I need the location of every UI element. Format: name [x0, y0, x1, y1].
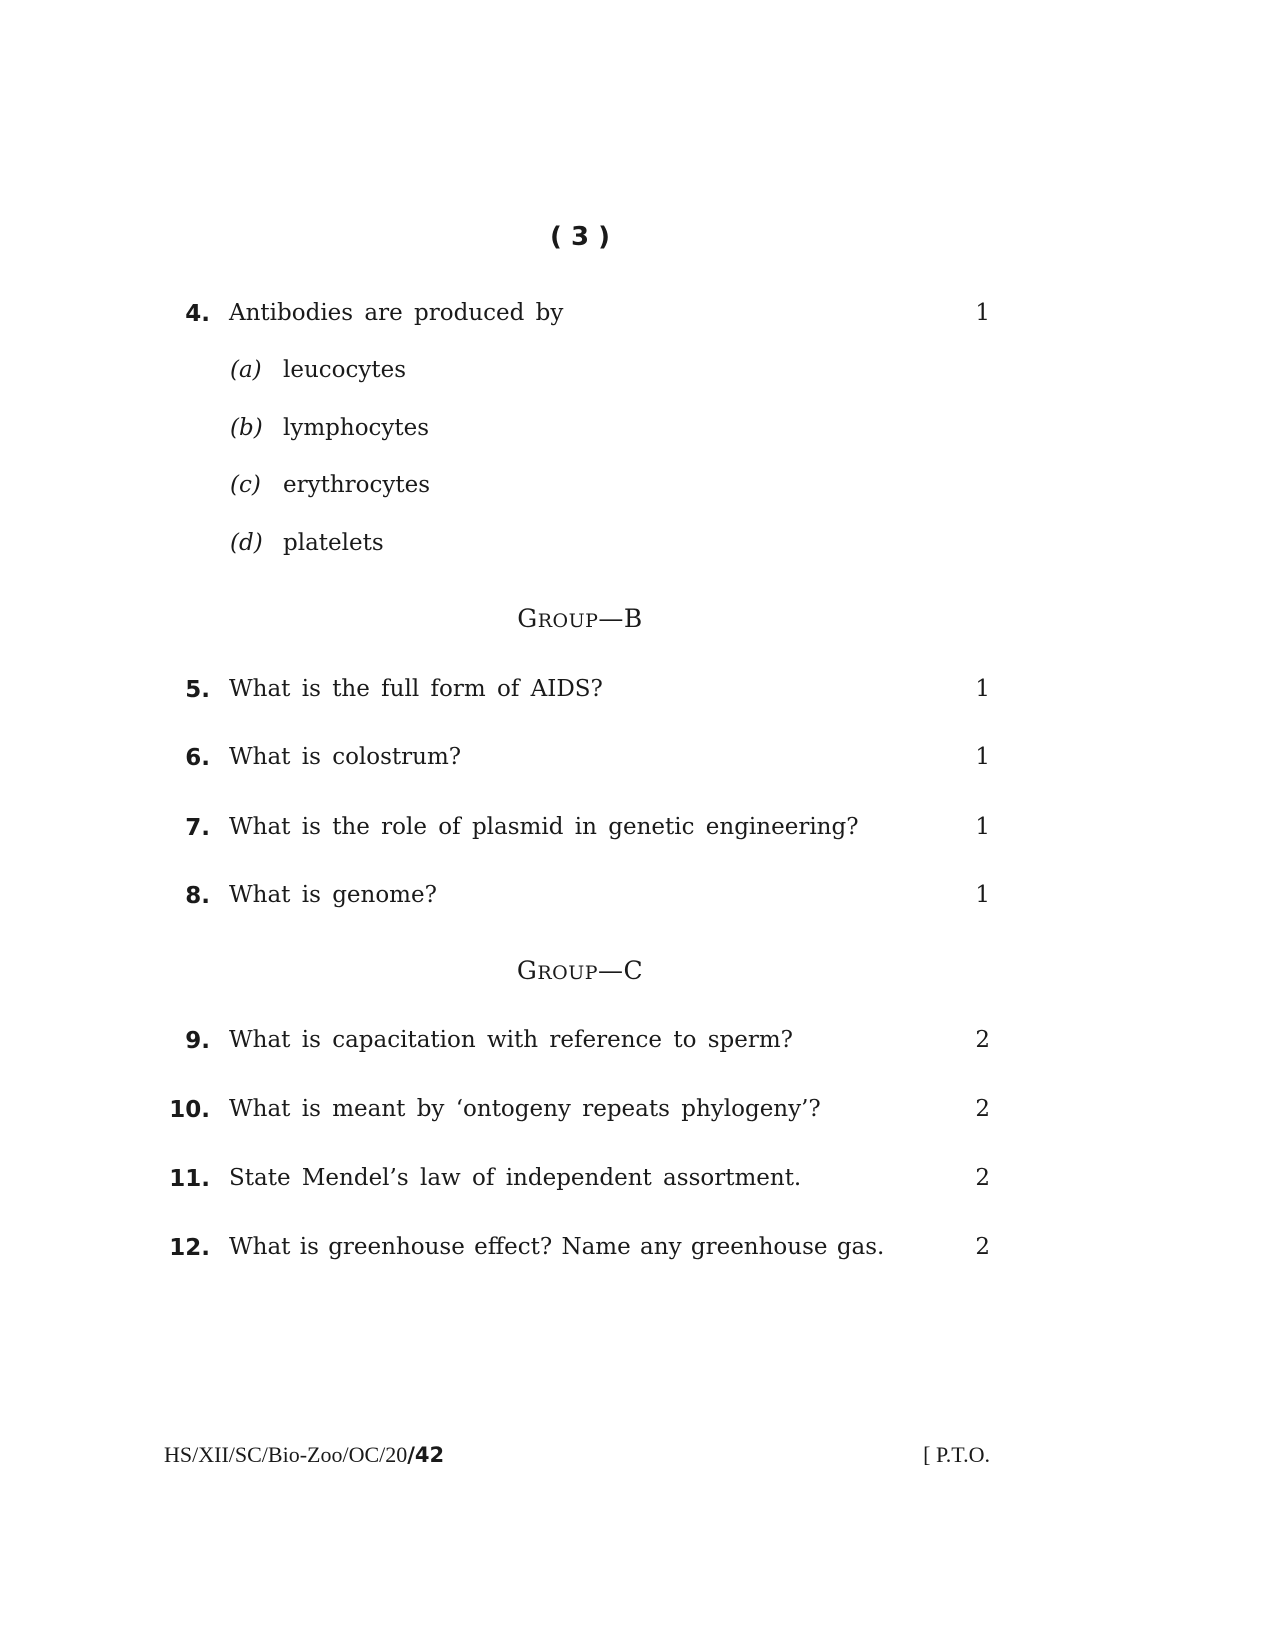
question-4: [160, 299, 990, 333]
question-number: 10.: [169, 1097, 210, 1123]
paper-code: HS/XII/SC/Bio-Zoo/OC/20/42: [164, 1442, 445, 1467]
pto-label: [ P.T.O.: [923, 1442, 990, 1467]
question-10: [160, 1095, 990, 1129]
group-c-heading: GROUP—C: [516, 956, 644, 985]
question-5: [160, 675, 990, 709]
question-8: [160, 881, 990, 915]
option-label: (c): [230, 472, 261, 498]
question-12: [160, 1233, 990, 1267]
option-label: (a): [230, 357, 262, 383]
question-text: What is genome?: [229, 882, 437, 908]
question-number: 4.: [185, 301, 210, 327]
question-number: 5.: [185, 677, 210, 703]
option-label: (d): [230, 530, 263, 556]
question-number: 12.: [169, 1235, 210, 1261]
group-b-heading: GROUP—B: [517, 604, 643, 633]
option-text: erythrocytes: [283, 472, 431, 498]
question-marks: 1: [975, 814, 990, 840]
question-marks: 2: [975, 1234, 990, 1260]
question-text: What is meant by ‘ontogeny repeats phylogeny’?: [229, 1096, 821, 1122]
question-text: What is the role of plasmid in genetic engineering?: [229, 814, 859, 840]
question-text: What is greenhouse effect? Name any greenhouse gas.: [229, 1234, 885, 1260]
question-text: What is capacitation with reference to sperm?: [229, 1027, 794, 1053]
question-marks: 2: [975, 1096, 990, 1122]
question-number: 8.: [185, 883, 210, 909]
question-marks: 1: [975, 676, 990, 702]
question-marks: 1: [975, 300, 990, 326]
question-number: 6.: [185, 745, 210, 771]
question-number: 9.: [185, 1028, 210, 1054]
option-text: lymphocytes: [283, 415, 430, 441]
question-marks: 1: [975, 882, 990, 908]
question-7: [160, 813, 990, 847]
question-text: Antibodies are produced by: [229, 300, 564, 326]
question-text: What is the full form of AIDS?: [229, 676, 603, 702]
question-text: What is colostrum?: [229, 744, 462, 770]
question-6: [160, 743, 990, 777]
question-marks: 2: [975, 1165, 990, 1191]
question-marks: 2: [975, 1027, 990, 1053]
question-number: 7.: [185, 815, 210, 841]
question-11: [160, 1164, 990, 1198]
option-text: platelets: [283, 530, 384, 556]
option-label: (b): [230, 415, 263, 441]
question-text: State Mendel’s law of independent assortment.: [229, 1165, 802, 1191]
question-marks: 1: [975, 744, 990, 770]
page-number: ( 3 ): [550, 222, 610, 252]
question-9: [160, 1026, 990, 1060]
question-number: 11.: [169, 1166, 210, 1192]
option-text: leucocytes: [283, 357, 407, 383]
